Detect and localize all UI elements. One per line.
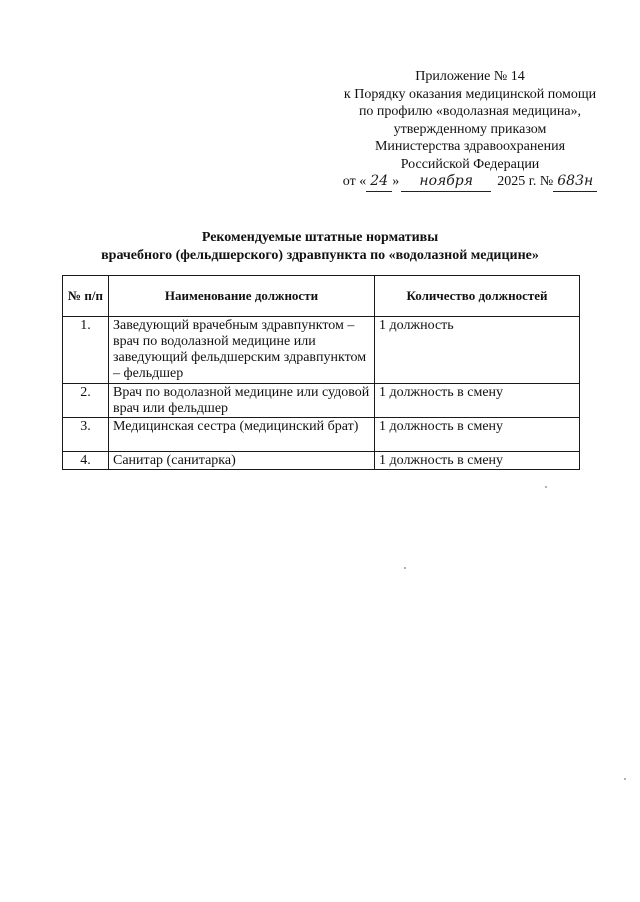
row-count: 1 должность bbox=[375, 317, 580, 384]
row-number: 3. bbox=[63, 418, 109, 452]
appendix-header bbox=[330, 68, 610, 192]
table-row bbox=[63, 452, 580, 470]
title-line-2: врачебного (фельдшерского) здравпункта по «водолазной медицине» bbox=[101, 247, 539, 263]
row-count: 1 должность в смену bbox=[375, 452, 580, 470]
row-position: Санитар (санитарка) bbox=[109, 452, 375, 470]
order-date-line bbox=[330, 173, 610, 192]
date-prefix: от « bbox=[342, 174, 367, 189]
header-position: Наименование должности bbox=[109, 276, 375, 317]
table-header-row bbox=[63, 276, 580, 317]
row-count: 1 должность в смену bbox=[375, 384, 580, 418]
row-number: 2. bbox=[63, 384, 109, 418]
appendix-line: Министерства здравоохранения bbox=[374, 139, 566, 154]
row-position: Заведующий врачебным здравпунктом – врач по водолазной медицине или заведующий фельдшерским здравпунктом – фельдшер bbox=[109, 317, 375, 384]
appendix-line: Российской Федерации bbox=[400, 156, 540, 172]
row-number: 4. bbox=[63, 452, 109, 470]
document-title bbox=[60, 229, 580, 264]
handwritten-day: 24 bbox=[366, 173, 392, 192]
handwritten-month: ноября bbox=[401, 173, 491, 192]
row-count: 1 должность в смену bbox=[375, 418, 580, 452]
scan-speck bbox=[404, 567, 406, 569]
row-number: 1. bbox=[63, 317, 109, 384]
appendix-line: к Порядку оказания медицинской помощи bbox=[343, 86, 597, 102]
header-number: № п/п bbox=[63, 276, 109, 317]
scan-speck bbox=[624, 778, 626, 780]
table-row bbox=[63, 384, 580, 418]
staffing-table bbox=[62, 275, 580, 470]
row-position: Врач по водолазной медицине или судовой врач или фельдшер bbox=[109, 384, 375, 418]
appendix-line: Приложение № 14 bbox=[415, 69, 525, 84]
handwritten-order-number: 683н bbox=[553, 173, 597, 192]
title-line-1: Рекомендуемые штатные нормативы bbox=[201, 230, 439, 245]
table-row bbox=[63, 317, 580, 384]
table-row bbox=[63, 418, 580, 452]
date-quote-close: » bbox=[392, 174, 400, 189]
header-count: Количество должностей bbox=[375, 276, 580, 317]
appendix-line: утвержденному приказом bbox=[393, 121, 547, 137]
row-position: Медицинская сестра (медицинский брат) bbox=[109, 418, 375, 452]
date-year-text: 2025 г. № bbox=[497, 174, 554, 189]
scan-speck bbox=[545, 486, 547, 488]
appendix-line: по профилю «водолазная медицина», bbox=[358, 104, 582, 119]
